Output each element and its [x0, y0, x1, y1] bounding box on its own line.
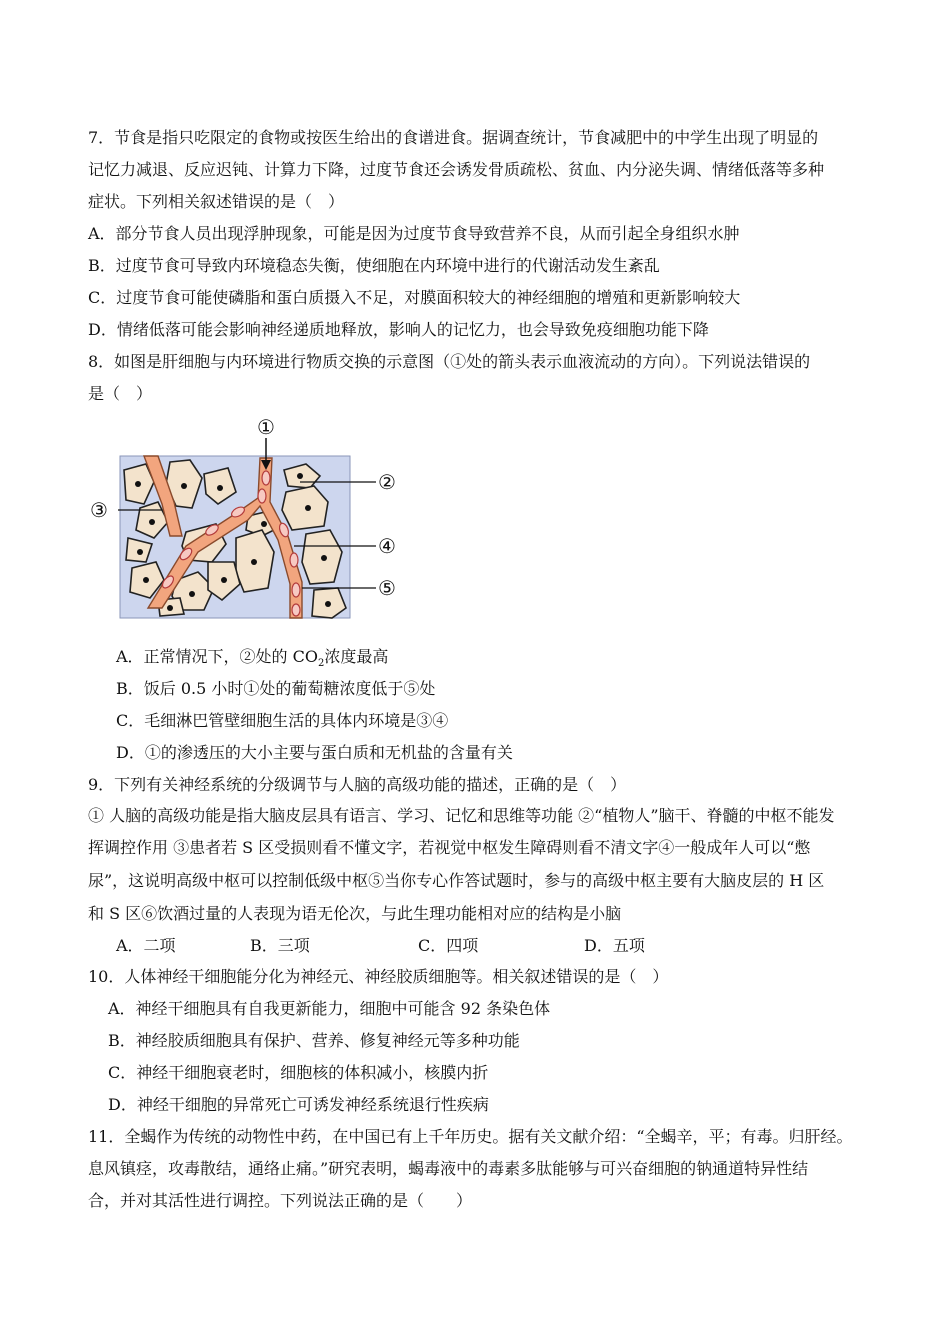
- q8-option-a-text-end: 浓度最高: [324, 647, 389, 666]
- label-2: ②: [378, 470, 396, 494]
- q7-option-c: C．过度节食可能使磷脂和蛋白质摄入不足，对膜面积较大的神经细胞的增殖和更新影响较大: [88, 288, 741, 307]
- q7-stem-line-1: 7．节食是指只吃限定的食物或按医生给出的食谱进食。据调查统计，节食减肥中的中学生出现了明显的: [88, 128, 819, 147]
- q10-option-c: C．神经干细胞衰老时，细胞核的体积减小，核膜内折: [108, 1063, 489, 1082]
- q8-option-c: C．毛细淋巴管壁细胞生活的具体内环境是③④: [116, 711, 449, 730]
- q8-option-a-text: A．正常情况下，②处的 CO: [116, 647, 319, 666]
- label-5: ⑤: [378, 576, 396, 600]
- q9-option-c: C．四项: [418, 936, 479, 955]
- q9-stem-line-5: 和 S 区⑥饮酒过量的人表现为语无伦次，与此生理功能相对应的结构是小脑: [88, 904, 622, 923]
- q9-stem-line-4: 尿”，这说明高级中枢可以控制低级中枢⑤当你专心作答试题时，参与的高级中枢主要有大脑皮层的 H 区: [88, 871, 825, 890]
- q7-stem-line-3: 症状。下列相关叙述错误的是（ ）: [88, 192, 345, 211]
- label-1: ①: [257, 415, 275, 439]
- label-4: ④: [378, 534, 396, 558]
- liver-cell-diagram: [88, 412, 408, 622]
- q8-option-d: D．①的渗透压的大小主要与蛋白质和无机盐的含量有关: [116, 743, 513, 762]
- q9-option-d: D．五项: [584, 936, 645, 955]
- q9-option-b: B．三项: [250, 936, 310, 955]
- q10-option-a: A．神经干细胞具有自我更新能力，细胞中可能含 92 条染色体: [108, 999, 551, 1018]
- q9-option-a: A．二项: [116, 936, 176, 955]
- co2-subscript: 2: [318, 658, 325, 670]
- q7-stem-line-2: 记忆力减退、反应迟钝、计算力下降，过度节食还会诱发骨质疏松、贫血、内分泌失调、情绪低落等多种: [88, 160, 825, 179]
- q9-stem-line-2: ① 人脑的高级功能是指大脑皮层具有语言、学习、记忆和思维等功能 ②“植物人”脑干、脊髓的中枢不能发: [88, 806, 835, 825]
- q11-stem-line-2: 息风镇痉，攻毒散结，通络止痛。”研究表明，蝎毒液中的毒素多肽能够与可兴奋细胞的钠通道特异性结: [88, 1159, 809, 1178]
- q9-stem-line-1: 9．下列有关神经系统的分级调节与人脑的高级功能的描述，正确的是（ ）: [88, 775, 627, 794]
- q11-stem-line-1: 11．全蝎作为传统的动物性中药，在中国已有上千年历史。据有关文献介绍：“全蝎辛，平；有毒。归肝经。: [88, 1127, 853, 1146]
- label-3: ③: [90, 498, 108, 522]
- q10-option-d: D．神经干细胞的异常死亡可诱发神经系统退行性疾病: [108, 1095, 489, 1114]
- q10-stem-line-1: 10．人体神经干细胞能分化为神经元、神经胶质细胞等。相关叙述错误的是（ ）: [88, 967, 669, 986]
- q10-option-b: B．神经胶质细胞具有保护、营养、修复神经元等多种功能: [108, 1031, 520, 1050]
- q8-stem-line-2: 是（ ）: [88, 384, 153, 403]
- q11-stem-line-3: 合，并对其活性进行调控。下列说法正确的是（ ）: [88, 1191, 473, 1210]
- q8-option-a: [116, 647, 388, 674]
- q7-option-a: A．部分节食人员出现浮肿现象，可能是因为过度节食导致营养不良，从而引起全身组织水肿: [88, 224, 740, 243]
- q8-stem-line-1: 8．如图是肝细胞与内环境进行物质交换的示意图（①处的箭头表示血液流动的方向）。下列说法错误的: [88, 352, 811, 371]
- q7-option-d: D．情绪低落可能会影响神经递质地释放，影响人的记忆力，也会导致免疫细胞功能下降: [88, 320, 709, 339]
- q8-option-b: B．饭后 0.5 小时①处的葡萄糖浓度低于⑤处: [116, 679, 436, 698]
- q7-option-b: B．过度节食可导致内环境稳态失衡，使细胞在内环境中进行的代谢活动发生紊乱: [88, 256, 660, 275]
- q9-stem-line-3: 挥调控作用 ③患者若 S 区受损则看不懂文字，若视觉中枢发生障碍则看不清文字④一般成年人可以“憋: [88, 838, 811, 857]
